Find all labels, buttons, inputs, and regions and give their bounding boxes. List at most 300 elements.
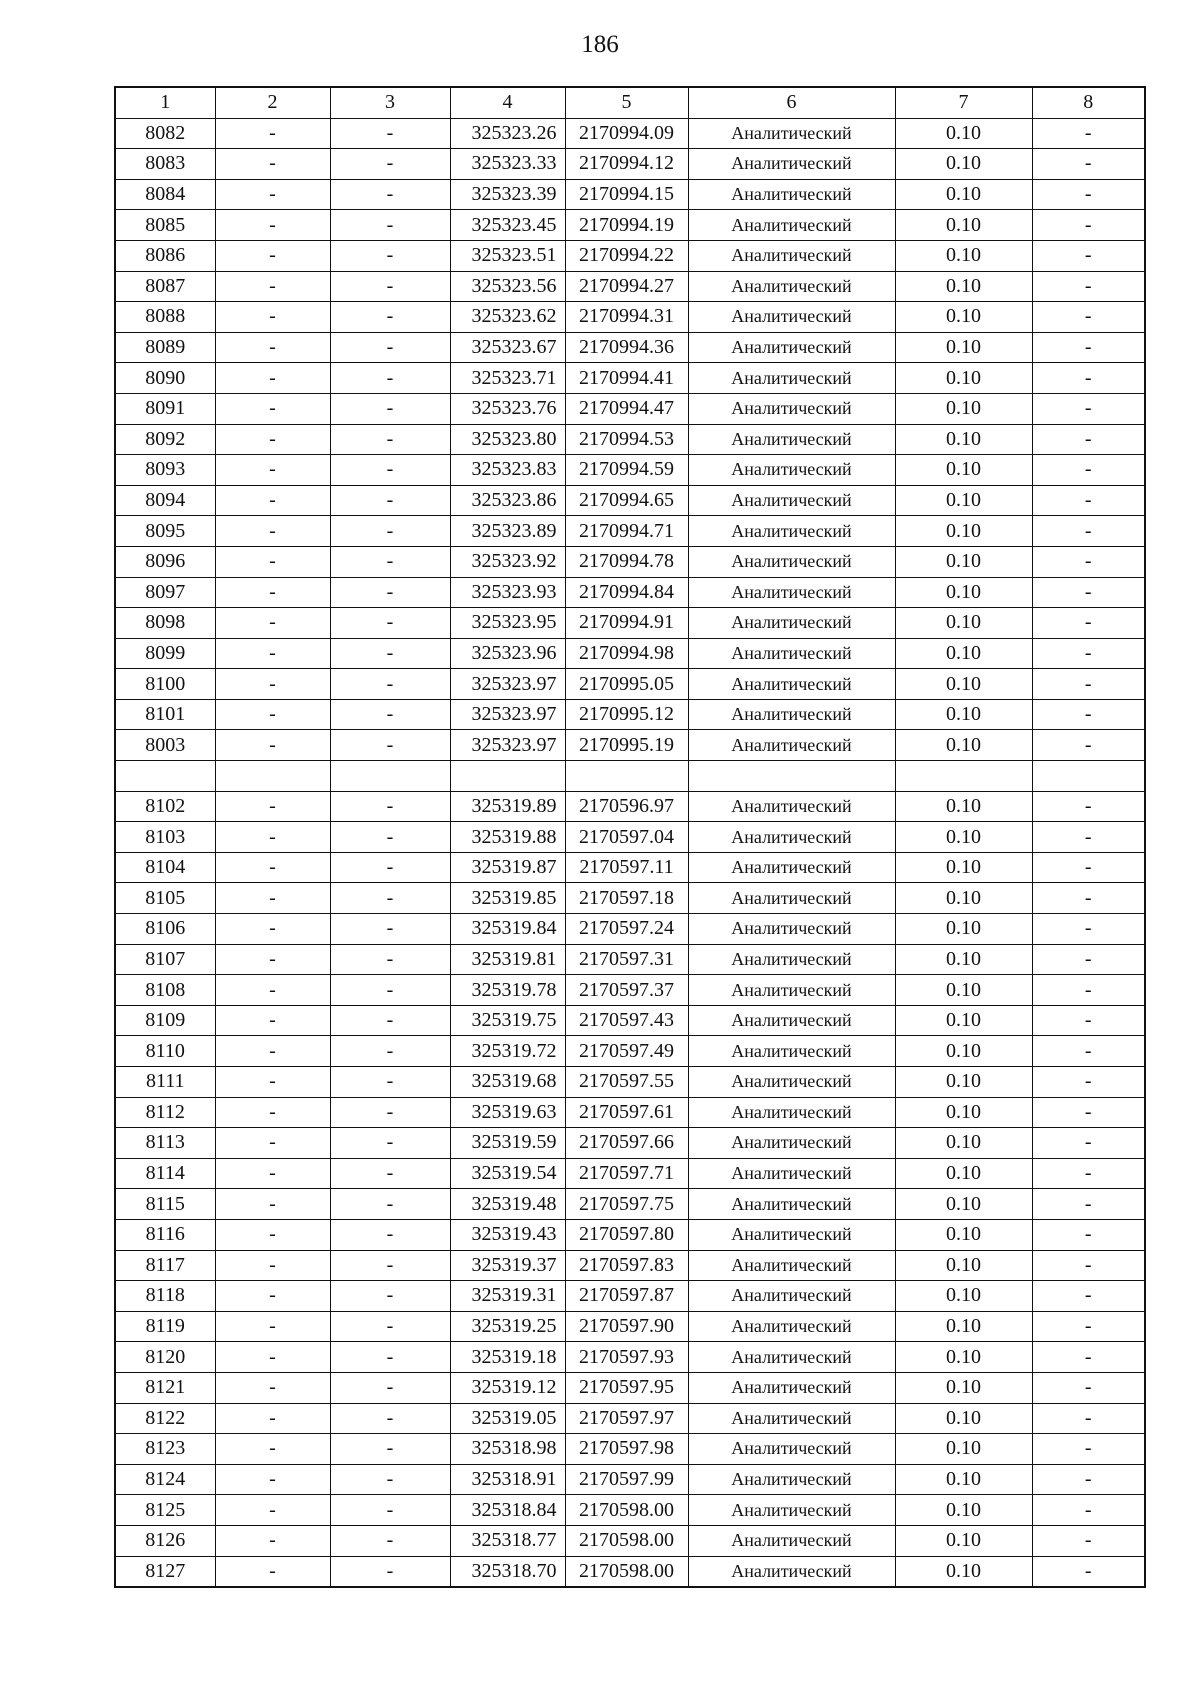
y-coordinate-cell: 2170994.47 <box>565 393 688 424</box>
y-coordinate-cell: 2170597.31 <box>565 944 688 975</box>
point-number-cell: 8103 <box>115 822 215 853</box>
x-coordinate-cell: 325319.84 <box>450 914 565 945</box>
col3-cell: - <box>330 118 450 149</box>
col2-cell: - <box>215 822 330 853</box>
method-cell: Аналитический <box>688 975 895 1006</box>
col3-cell: - <box>330 883 450 914</box>
x-coordinate-cell: 325319.72 <box>450 1036 565 1067</box>
col8-cell: - <box>1032 1036 1145 1067</box>
y-coordinate-cell: 2170597.66 <box>565 1128 688 1159</box>
x-coordinate-cell: 325323.62 <box>450 302 565 333</box>
method-cell: Аналитический <box>688 1342 895 1373</box>
point-number-cell: 8094 <box>115 485 215 516</box>
x-coordinate-cell: 325323.45 <box>450 210 565 241</box>
table-row <box>115 1525 1145 1556</box>
x-coordinate-cell: 325319.59 <box>450 1128 565 1159</box>
col2-cell: - <box>215 302 330 333</box>
accuracy-cell: 0.10 <box>895 302 1032 333</box>
col3-cell: - <box>330 546 450 577</box>
accuracy-cell: 0.10 <box>895 914 1032 945</box>
col2-cell: - <box>215 149 330 180</box>
col8-cell: - <box>1032 944 1145 975</box>
col2-cell: - <box>215 1464 330 1495</box>
col2-cell: - <box>215 210 330 241</box>
column-header: 4 <box>450 87 565 118</box>
y-coordinate-cell: 2170597.80 <box>565 1219 688 1250</box>
col3-cell: - <box>330 393 450 424</box>
method-cell: Аналитический <box>688 1250 895 1281</box>
y-coordinate-cell: 2170994.53 <box>565 424 688 455</box>
col3-cell: - <box>330 455 450 486</box>
col2-cell: - <box>215 975 330 1006</box>
col2-cell: - <box>215 1005 330 1036</box>
accuracy-cell: 0.10 <box>895 638 1032 669</box>
col3-cell: - <box>330 1067 450 1098</box>
col8-cell: - <box>1032 149 1145 180</box>
point-number-cell: 8087 <box>115 271 215 302</box>
y-coordinate-cell: 2170994.59 <box>565 455 688 486</box>
point-number-cell: 8120 <box>115 1342 215 1373</box>
col8-cell: - <box>1032 546 1145 577</box>
accuracy-cell: 0.10 <box>895 271 1032 302</box>
x-coordinate-cell: 325323.33 <box>450 149 565 180</box>
method-cell: Аналитический <box>688 210 895 241</box>
y-coordinate-cell: 2170597.98 <box>565 1434 688 1465</box>
table-row <box>115 1403 1145 1434</box>
method-cell: Аналитический <box>688 699 895 730</box>
col3-cell: - <box>330 1219 450 1250</box>
col2-cell: - <box>215 179 330 210</box>
x-coordinate-cell: 325319.81 <box>450 944 565 975</box>
x-coordinate-cell: 325319.37 <box>450 1250 565 1281</box>
col8-cell: - <box>1032 1158 1145 1189</box>
col8-cell: - <box>1032 852 1145 883</box>
method-cell: Аналитический <box>688 1556 895 1587</box>
method-cell <box>688 761 895 792</box>
col8-cell: - <box>1032 302 1145 333</box>
y-coordinate-cell: 2170598.00 <box>565 1525 688 1556</box>
col8-cell: - <box>1032 1097 1145 1128</box>
method-cell: Аналитический <box>688 730 895 761</box>
col3-cell: - <box>330 332 450 363</box>
col3-cell: - <box>330 1158 450 1189</box>
col3-cell: - <box>330 485 450 516</box>
col8-cell: - <box>1032 699 1145 730</box>
point-number-cell: 8093 <box>115 455 215 486</box>
col2-cell: - <box>215 1250 330 1281</box>
method-cell: Аналитический <box>688 608 895 639</box>
y-coordinate-cell: 2170598.00 <box>565 1495 688 1526</box>
col3-cell: - <box>330 1005 450 1036</box>
accuracy-cell: 0.10 <box>895 179 1032 210</box>
accuracy-cell: 0.10 <box>895 363 1032 394</box>
col3-cell: - <box>330 1311 450 1342</box>
table-row <box>115 1067 1145 1098</box>
accuracy-cell: 0.10 <box>895 1097 1032 1128</box>
method-cell: Аналитический <box>688 944 895 975</box>
accuracy-cell: 0.10 <box>895 577 1032 608</box>
accuracy-cell <box>895 761 1032 792</box>
col8-cell: - <box>1032 1495 1145 1526</box>
table-row <box>115 1219 1145 1250</box>
accuracy-cell: 0.10 <box>895 516 1032 547</box>
accuracy-cell: 0.10 <box>895 1128 1032 1159</box>
col8-cell: - <box>1032 1128 1145 1159</box>
col8-cell: - <box>1032 608 1145 639</box>
col8-cell: - <box>1032 1311 1145 1342</box>
col3-cell: - <box>330 669 450 700</box>
x-coordinate-cell <box>450 761 565 792</box>
col8-cell: - <box>1032 240 1145 271</box>
accuracy-cell: 0.10 <box>895 1525 1032 1556</box>
accuracy-cell: 0.10 <box>895 240 1032 271</box>
table-row <box>115 1434 1145 1465</box>
y-coordinate-cell: 2170597.83 <box>565 1250 688 1281</box>
y-coordinate-cell: 2170994.27 <box>565 271 688 302</box>
col3-cell: - <box>330 179 450 210</box>
x-coordinate-cell: 325319.48 <box>450 1189 565 1220</box>
col3-cell: - <box>330 1464 450 1495</box>
y-coordinate-cell: 2170597.75 <box>565 1189 688 1220</box>
y-coordinate-cell: 2170994.31 <box>565 302 688 333</box>
accuracy-cell: 0.10 <box>895 546 1032 577</box>
col3-cell: - <box>330 1403 450 1434</box>
method-cell: Аналитический <box>688 883 895 914</box>
x-coordinate-cell: 325323.93 <box>450 577 565 608</box>
table-row <box>115 1342 1145 1373</box>
col8-cell: - <box>1032 516 1145 547</box>
col8-cell: - <box>1032 1464 1145 1495</box>
col3-cell: - <box>330 516 450 547</box>
col2-cell: - <box>215 1281 330 1312</box>
method-cell: Аналитический <box>688 332 895 363</box>
col8-cell: - <box>1032 271 1145 302</box>
y-coordinate-cell: 2170597.99 <box>565 1464 688 1495</box>
col2-cell: - <box>215 240 330 271</box>
col2-cell: - <box>215 271 330 302</box>
x-coordinate-cell: 325323.83 <box>450 455 565 486</box>
table-row <box>115 393 1145 424</box>
point-number-cell: 8121 <box>115 1372 215 1403</box>
x-coordinate-cell: 325319.87 <box>450 852 565 883</box>
table-row <box>115 210 1145 241</box>
point-number-cell: 8124 <box>115 1464 215 1495</box>
col3-cell: - <box>330 638 450 669</box>
col2-cell: - <box>215 1097 330 1128</box>
page-number: 186 <box>581 31 619 58</box>
point-number-cell: 8082 <box>115 118 215 149</box>
col3-cell: - <box>330 699 450 730</box>
method-cell: Аналитический <box>688 424 895 455</box>
table-row <box>115 424 1145 455</box>
col8-cell: - <box>1032 1281 1145 1312</box>
col2-cell: - <box>215 883 330 914</box>
table-row <box>115 455 1145 486</box>
y-coordinate-cell: 2170597.37 <box>565 975 688 1006</box>
accuracy-cell: 0.10 <box>895 1434 1032 1465</box>
method-cell: Аналитический <box>688 455 895 486</box>
accuracy-cell: 0.10 <box>895 1189 1032 1220</box>
col2-cell: - <box>215 332 330 363</box>
x-coordinate-cell: 325319.68 <box>450 1067 565 1098</box>
point-number-cell: 8092 <box>115 424 215 455</box>
point-number-cell: 8083 <box>115 149 215 180</box>
point-number-cell: 8084 <box>115 179 215 210</box>
col8-cell: - <box>1032 1556 1145 1587</box>
accuracy-cell: 0.10 <box>895 424 1032 455</box>
col3-cell: - <box>330 1372 450 1403</box>
accuracy-cell: 0.10 <box>895 149 1032 180</box>
x-coordinate-cell: 325323.95 <box>450 608 565 639</box>
accuracy-cell: 0.10 <box>895 883 1032 914</box>
method-cell: Аналитический <box>688 302 895 333</box>
method-cell: Аналитический <box>688 1189 895 1220</box>
method-cell: Аналитический <box>688 363 895 394</box>
accuracy-cell: 0.10 <box>895 1342 1032 1373</box>
accuracy-cell: 0.10 <box>895 118 1032 149</box>
point-number-cell: 8099 <box>115 638 215 669</box>
point-number-cell: 8119 <box>115 1311 215 1342</box>
x-coordinate-cell: 325319.25 <box>450 1311 565 1342</box>
column-header: 2 <box>215 87 330 118</box>
accuracy-cell: 0.10 <box>895 1005 1032 1036</box>
table-header-row <box>115 87 1145 118</box>
point-number-cell: 8086 <box>115 240 215 271</box>
col3-cell: - <box>330 1556 450 1587</box>
point-number-cell: 8085 <box>115 210 215 241</box>
y-coordinate-cell: 2170994.15 <box>565 179 688 210</box>
y-coordinate-cell: 2170994.41 <box>565 363 688 394</box>
col8-cell: - <box>1032 485 1145 516</box>
y-coordinate-cell: 2170994.65 <box>565 485 688 516</box>
point-number-cell: 8102 <box>115 791 215 822</box>
table-row <box>115 1189 1145 1220</box>
y-coordinate-cell: 2170597.87 <box>565 1281 688 1312</box>
col8-cell: - <box>1032 1372 1145 1403</box>
coordinates-table <box>114 86 1146 1588</box>
col8-cell: - <box>1032 669 1145 700</box>
point-number-cell <box>115 761 215 792</box>
accuracy-cell: 0.10 <box>895 944 1032 975</box>
col3-cell: - <box>330 577 450 608</box>
x-coordinate-cell: 325323.86 <box>450 485 565 516</box>
table-row <box>115 669 1145 700</box>
x-coordinate-cell: 325323.97 <box>450 669 565 700</box>
col8-cell: - <box>1032 455 1145 486</box>
col8-cell: - <box>1032 179 1145 210</box>
x-coordinate-cell: 325323.92 <box>450 546 565 577</box>
method-cell: Аналитический <box>688 1464 895 1495</box>
method-cell: Аналитический <box>688 1097 895 1128</box>
accuracy-cell: 0.10 <box>895 852 1032 883</box>
point-number-cell: 8106 <box>115 914 215 945</box>
accuracy-cell: 0.10 <box>895 1556 1032 1587</box>
col2-cell: - <box>215 118 330 149</box>
method-cell: Аналитический <box>688 1311 895 1342</box>
accuracy-cell: 0.10 <box>895 1403 1032 1434</box>
col2-cell: - <box>215 1158 330 1189</box>
point-number-cell: 8126 <box>115 1525 215 1556</box>
method-cell: Аналитический <box>688 914 895 945</box>
col2-cell: - <box>215 1434 330 1465</box>
point-number-cell: 8003 <box>115 730 215 761</box>
col3-cell: - <box>330 975 450 1006</box>
point-number-cell: 8105 <box>115 883 215 914</box>
table-row <box>115 852 1145 883</box>
col2-cell: - <box>215 608 330 639</box>
col2-cell <box>215 761 330 792</box>
col3-cell: - <box>330 608 450 639</box>
point-number-cell: 8125 <box>115 1495 215 1526</box>
col8-cell: - <box>1032 1189 1145 1220</box>
y-coordinate-cell: 2170597.55 <box>565 1067 688 1098</box>
point-number-cell: 8108 <box>115 975 215 1006</box>
col8-cell <box>1032 761 1145 792</box>
col3-cell <box>330 761 450 792</box>
table-row <box>115 822 1145 853</box>
col2-cell: - <box>215 393 330 424</box>
x-coordinate-cell: 325319.63 <box>450 1097 565 1128</box>
x-coordinate-cell: 325323.89 <box>450 516 565 547</box>
y-coordinate-cell: 2170597.24 <box>565 914 688 945</box>
table-row <box>115 363 1145 394</box>
point-number-cell: 8110 <box>115 1036 215 1067</box>
point-number-cell: 8117 <box>115 1250 215 1281</box>
y-coordinate-cell: 2170597.95 <box>565 1372 688 1403</box>
method-cell: Аналитический <box>688 149 895 180</box>
col3-cell: - <box>330 210 450 241</box>
col3-cell: - <box>330 852 450 883</box>
col3-cell: - <box>330 302 450 333</box>
y-coordinate-cell <box>565 761 688 792</box>
col3-cell: - <box>330 1036 450 1067</box>
col2-cell: - <box>215 944 330 975</box>
point-number-cell: 8122 <box>115 1403 215 1434</box>
y-coordinate-cell: 2170995.19 <box>565 730 688 761</box>
table-row <box>115 608 1145 639</box>
method-cell: Аналитический <box>688 1281 895 1312</box>
y-coordinate-cell: 2170597.49 <box>565 1036 688 1067</box>
col8-cell: - <box>1032 791 1145 822</box>
accuracy-cell: 0.10 <box>895 485 1032 516</box>
table-row <box>115 699 1145 730</box>
column-header: 8 <box>1032 87 1145 118</box>
col3-cell: - <box>330 1128 450 1159</box>
point-number-cell: 8097 <box>115 577 215 608</box>
table-row <box>115 1036 1145 1067</box>
y-coordinate-cell: 2170597.18 <box>565 883 688 914</box>
y-coordinate-cell: 2170995.05 <box>565 669 688 700</box>
method-cell: Аналитический <box>688 1434 895 1465</box>
point-number-cell: 8113 <box>115 1128 215 1159</box>
point-number-cell: 8115 <box>115 1189 215 1220</box>
accuracy-cell: 0.10 <box>895 791 1032 822</box>
col3-cell: - <box>330 1434 450 1465</box>
y-coordinate-cell: 2170597.61 <box>565 1097 688 1128</box>
col8-cell: - <box>1032 393 1145 424</box>
x-coordinate-cell: 325319.43 <box>450 1219 565 1250</box>
accuracy-cell: 0.10 <box>895 393 1032 424</box>
accuracy-cell: 0.10 <box>895 1158 1032 1189</box>
col2-cell: - <box>215 914 330 945</box>
point-number-cell: 8127 <box>115 1556 215 1587</box>
table-row <box>115 883 1145 914</box>
y-coordinate-cell: 2170994.19 <box>565 210 688 241</box>
x-coordinate-cell: 325323.97 <box>450 699 565 730</box>
table-row <box>115 179 1145 210</box>
col2-cell: - <box>215 1556 330 1587</box>
col2-cell: - <box>215 424 330 455</box>
col8-cell: - <box>1032 883 1145 914</box>
table-row <box>115 1005 1145 1036</box>
x-coordinate-cell: 325319.54 <box>450 1158 565 1189</box>
column-header: 6 <box>688 87 895 118</box>
point-number-cell: 8109 <box>115 1005 215 1036</box>
col2-cell: - <box>215 546 330 577</box>
col2-cell: - <box>215 516 330 547</box>
col3-cell: - <box>330 914 450 945</box>
method-cell: Аналитический <box>688 1158 895 1189</box>
col8-cell: - <box>1032 210 1145 241</box>
x-coordinate-cell: 325318.91 <box>450 1464 565 1495</box>
x-coordinate-cell: 325319.12 <box>450 1372 565 1403</box>
col8-cell: - <box>1032 1250 1145 1281</box>
col2-cell: - <box>215 1372 330 1403</box>
x-coordinate-cell: 325319.89 <box>450 791 565 822</box>
table-row <box>115 638 1145 669</box>
accuracy-cell: 0.10 <box>895 1250 1032 1281</box>
x-coordinate-cell: 325319.85 <box>450 883 565 914</box>
x-coordinate-cell: 325323.76 <box>450 393 565 424</box>
table-row <box>115 730 1145 761</box>
col8-cell: - <box>1032 975 1145 1006</box>
y-coordinate-cell: 2170597.90 <box>565 1311 688 1342</box>
table-row <box>115 577 1145 608</box>
accuracy-cell: 0.10 <box>895 1311 1032 1342</box>
x-coordinate-cell: 325319.05 <box>450 1403 565 1434</box>
point-number-cell: 8116 <box>115 1219 215 1250</box>
col8-cell: - <box>1032 118 1145 149</box>
col2-cell: - <box>215 1342 330 1373</box>
method-cell: Аналитический <box>688 1067 895 1098</box>
table-row <box>115 1556 1145 1587</box>
method-cell: Аналитический <box>688 485 895 516</box>
col8-cell: - <box>1032 1342 1145 1373</box>
point-number-cell: 8089 <box>115 332 215 363</box>
x-coordinate-cell: 325319.18 <box>450 1342 565 1373</box>
table-row <box>115 546 1145 577</box>
col3-cell: - <box>330 1189 450 1220</box>
method-cell: Аналитический <box>688 1036 895 1067</box>
table-row <box>115 302 1145 333</box>
col2-cell: - <box>215 1128 330 1159</box>
y-coordinate-cell: 2170994.22 <box>565 240 688 271</box>
accuracy-cell: 0.10 <box>895 699 1032 730</box>
point-number-cell: 8114 <box>115 1158 215 1189</box>
method-cell: Аналитический <box>688 118 895 149</box>
method-cell: Аналитический <box>688 1005 895 1036</box>
method-cell: Аналитический <box>688 1495 895 1526</box>
x-coordinate-cell: 325323.26 <box>450 118 565 149</box>
accuracy-cell: 0.10 <box>895 608 1032 639</box>
col3-cell: - <box>330 1281 450 1312</box>
table-row <box>115 149 1145 180</box>
point-number-cell: 8098 <box>115 608 215 639</box>
col2-cell: - <box>215 577 330 608</box>
y-coordinate-cell: 2170597.97 <box>565 1403 688 1434</box>
method-cell: Аналитический <box>688 577 895 608</box>
table-row <box>115 1128 1145 1159</box>
